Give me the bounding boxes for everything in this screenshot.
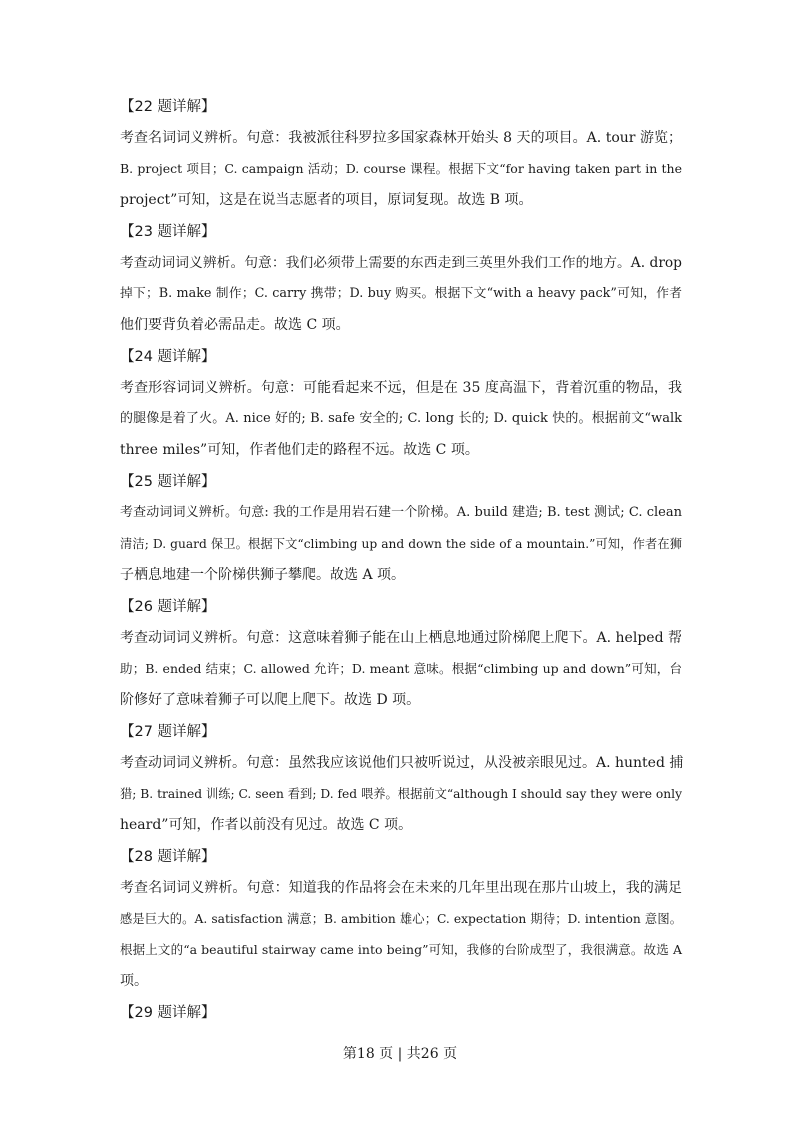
explanation-line: 考查动词词义辨析。句意：这意味着狮子能在山上栖息地通过阶梯爬上爬下。A. helped 帮 bbox=[120, 630, 682, 646]
explanation-line: B. project 项目；C. campaign 活动；D. course 课程。根据下文“for having taken part in the bbox=[120, 161, 682, 176]
explanation-line: 清洁; D. guard 保卫。根据下文“climbing up and down the side of a mountain.”可知，作者在狮 bbox=[120, 537, 682, 551]
explanation-line: three miles”可知，作者他们走的路程不远。故选 C 项。 bbox=[120, 442, 479, 458]
explanation-line: 猎; B. trained 训练; C. seen 看到; D. fed 喂养。根据前文“although I should say they were only bbox=[120, 787, 682, 801]
explanation-line: 项。 bbox=[120, 973, 148, 989]
explanation-line: heard”可知，作者以前没有见过。故选 C 项。 bbox=[120, 817, 413, 833]
explanation-line: project”可知，这是在说当志愿者的项目，原词复现。故选 B 项。 bbox=[120, 192, 533, 208]
explanation-line: 的腿像是着了火。A. nice 好的; B. safe 安全的; C. long 长的; D. quick 快的。根据前文“walk bbox=[120, 411, 682, 426]
section-heading: 【28 题详解】 bbox=[120, 849, 216, 865]
section-heading: 【26 题详解】 bbox=[120, 599, 216, 615]
explanation-line: 根据上文的“a beautiful stairway came into being”可知，我修的台阶成型了，我很满意。故选 A bbox=[120, 942, 682, 957]
explanation-line: 考查动词词义辨析。句意: 我的工作是用岩石建一个阶梯。A. build 建造; B. test 测试; C. clean bbox=[120, 505, 682, 520]
explanation-line: 考查名词词义辨析。句意：我被派往科罗拉多国家森林开始头 8 天的项目。A. tour 游览； bbox=[120, 130, 682, 146]
page-footer: 第18 页 | 共26 页 bbox=[342, 1046, 458, 1062]
explanation-line: 考查名词词义辨析。句意：知道我的作品将会在未来的几年里出现在那片山坡上，我的满足 bbox=[120, 880, 682, 896]
explanation-line: 助；B. ended 结束；C. allowed 允许；D. meant 意味。根据“climbing up and down”可知，台 bbox=[120, 661, 682, 676]
explanation-line: 子栖息地建一个阶梯供狮子攀爬。故选 A 项。 bbox=[120, 567, 406, 583]
section-heading: 【22 题详解】 bbox=[120, 99, 216, 115]
explanation-line: 考查动词词义辨析。句意：虽然我应该说他们只被听说过，从没被亲眼见过。A. hunted 捕 bbox=[120, 755, 684, 771]
explanation-line: 感是巨大的。A. satisfaction 满意；B. ambition 雄心；C. expectation 期待；D. intention 意图。 bbox=[120, 912, 682, 926]
explanation-line: 掉下；B. make 制作；C. carry 携带；D. buy 购买。根据下文“with a heavy pack”可知，作者 bbox=[120, 286, 682, 301]
section-heading: 【29 题详解】 bbox=[120, 1005, 216, 1021]
explanation-line: 他们要背负着必需品走。故选 C 项。 bbox=[120, 317, 350, 333]
explanation-line: 考查形容词词义辨析。句意：可能看起来不远，但是在 35 度高温下，背着沉重的物品，我 bbox=[120, 380, 682, 396]
section-heading: 【24 题详解】 bbox=[120, 349, 216, 365]
explanation-line: 阶修好了意味着狮子可以爬上爬下。故选 D 项。 bbox=[120, 692, 421, 708]
document-body bbox=[120, 97, 682, 1023]
section-heading: 【25 题详解】 bbox=[120, 474, 216, 490]
section-heading: 【23 题详解】 bbox=[120, 224, 216, 240]
explanation-line: 考查动词词义辨析。句意：我们必须带上需要的东西走到三英里外我们工作的地方。A. drop bbox=[120, 255, 682, 271]
section-heading: 【27 题详解】 bbox=[120, 724, 216, 740]
